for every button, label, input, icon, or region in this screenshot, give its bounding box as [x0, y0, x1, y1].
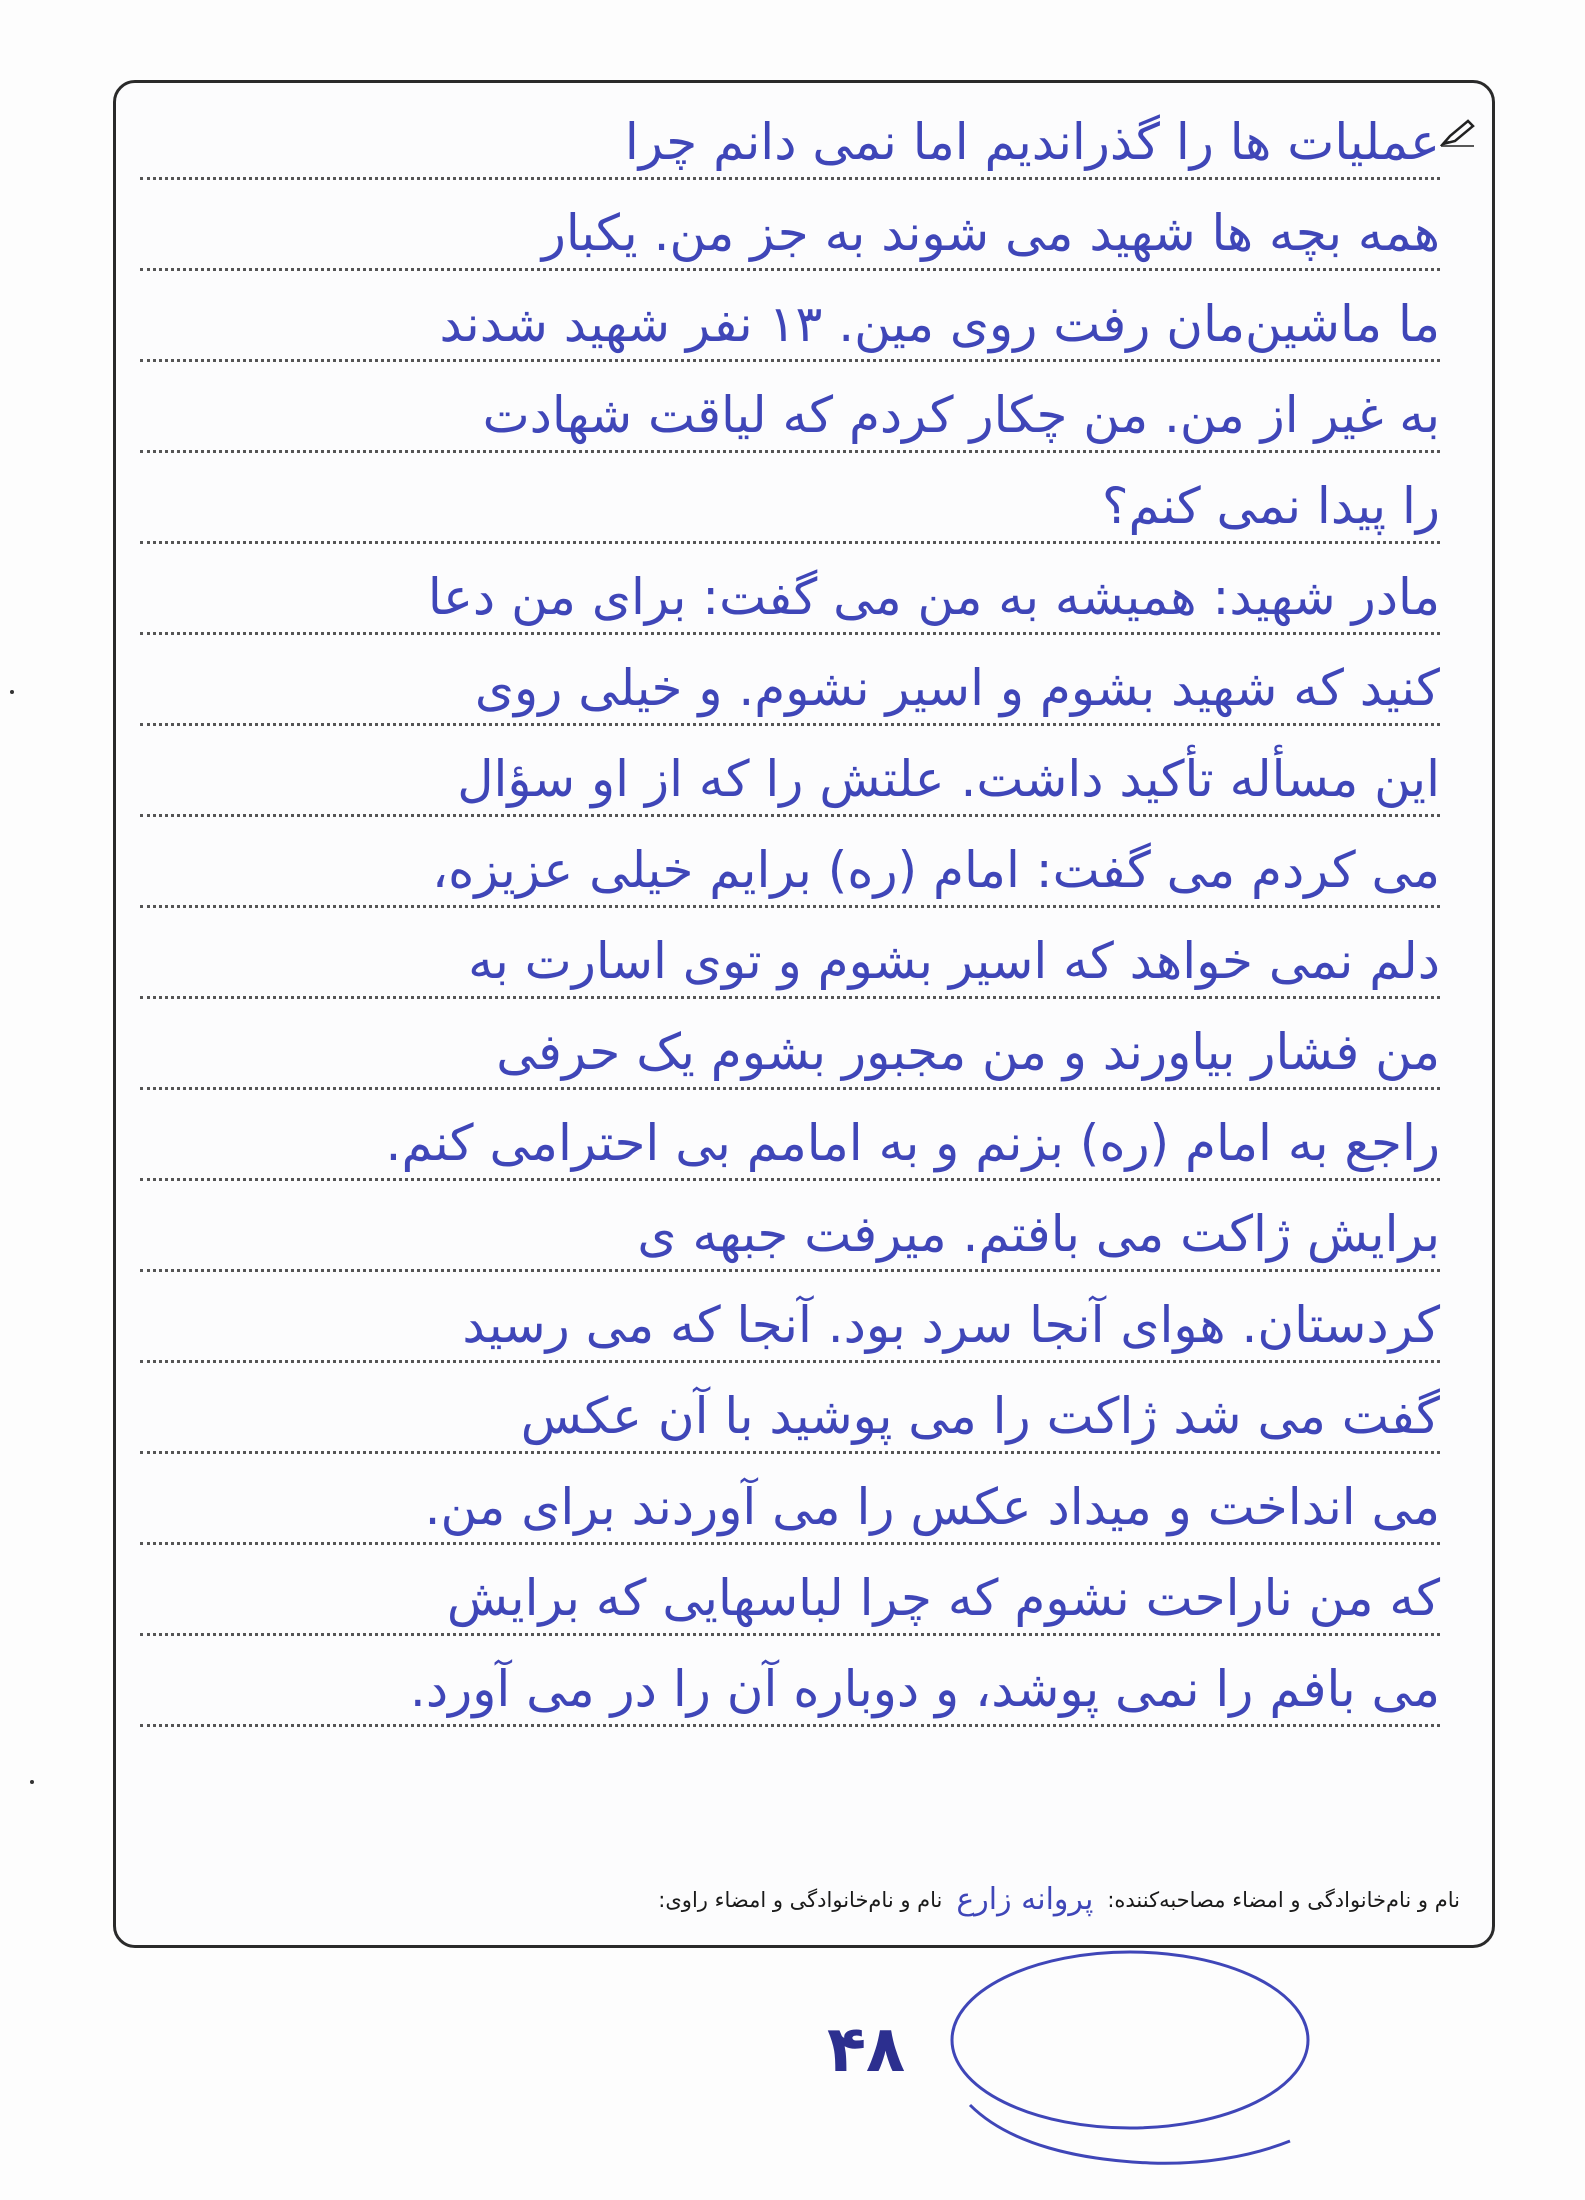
text-line: [140, 191, 1440, 279]
dotted-rule: [140, 1087, 1440, 1090]
text-line: [140, 100, 1440, 188]
handwritten-line: می انداخت و میداد عکس را می آوردند برای من.: [424, 1478, 1440, 1536]
dotted-rule: [140, 1360, 1440, 1363]
dotted-rule: [140, 359, 1440, 362]
handwritten-line: می بافم را نمی پوشد، و دوباره آن را در می آورد.: [409, 1660, 1440, 1718]
handwritten-line: من فشار بیاورند و من مجبور بشوم یک حرفی: [496, 1023, 1440, 1081]
text-line: [140, 919, 1440, 1007]
page-number: ۴۸: [826, 2013, 906, 2087]
text-line: [140, 646, 1440, 734]
handwritten-line: دلم نمی خواهد که اسیر بشوم و توی اسارت به: [468, 932, 1440, 990]
handwritten-line: می کردم می گفت: امام (ره) برایم خیلی عزیزه،: [431, 841, 1440, 899]
dotted-rule: [140, 1178, 1440, 1181]
dotted-rule: [140, 1451, 1440, 1454]
scan-speck: [10, 690, 14, 694]
dotted-rule: [140, 996, 1440, 999]
dotted-rule: [140, 632, 1440, 635]
dotted-rule: [140, 177, 1440, 180]
text-line: [140, 282, 1440, 370]
scan-speck: [30, 1780, 34, 1784]
handwritten-line: برایش ژاکت می بافتم. میرفت جبهه ی: [637, 1205, 1440, 1263]
text-line: [140, 1374, 1440, 1462]
narrator-label: نام و نام‌خانوادگی و امضاء راوی:: [658, 1888, 943, 1912]
handwritten-line: به غیر از من. من چکار کردم که لیاقت شهادت: [482, 386, 1440, 444]
signature-footer: [130, 1877, 1460, 1923]
dotted-rule: [140, 723, 1440, 726]
text-line: [140, 1647, 1440, 1735]
handwritten-line: راجع به امام (ره) بزنم و به امامم بی احترامی کنم.: [385, 1114, 1440, 1172]
handwritten-line: که من ناراحت نشوم که چرا لباسهایی که برایش: [446, 1569, 1440, 1627]
handwritten-line: گفت می شد ژاکت را می پوشید با آن عکس: [520, 1387, 1440, 1445]
handwritten-line: این مسأله تأکید داشت. علتش را که از او سؤال: [457, 750, 1440, 808]
handwritten-line: کردستان. هوای آنجا سرد بود. آنجا که می رسید: [462, 1296, 1440, 1354]
handwritten-line: کنید که شهید بشوم و اسیر نشوم. و خیلی روی: [474, 659, 1440, 717]
text-line: [140, 1465, 1440, 1553]
pencil-icon: [1440, 118, 1476, 148]
text-line: [140, 1101, 1440, 1189]
text-line: [140, 1192, 1440, 1280]
dotted-rule: [140, 814, 1440, 817]
handwritten-line: را پیدا نمی کنم؟: [1101, 477, 1440, 535]
dotted-rule: [140, 1269, 1440, 1272]
dotted-rule: [140, 541, 1440, 544]
text-line: [140, 828, 1440, 916]
text-line: [140, 555, 1440, 643]
text-line: [140, 1283, 1440, 1371]
narrator-signature: [930, 1945, 1350, 2180]
handwritten-line: همه بچه ها شهید می شوند به جز من. یکبار: [541, 204, 1440, 262]
dotted-rule: [140, 268, 1440, 271]
handwritten-line: ما ماشین‌مان رفت روی مین. ۱۳ نفر شهید شدند: [439, 295, 1440, 353]
dotted-rule: [140, 450, 1440, 453]
dotted-rule: [140, 1724, 1440, 1727]
dotted-rule: [140, 905, 1440, 908]
handwritten-line: عملیات ها را گذراندیم اما نمی دانم چرا: [624, 113, 1440, 171]
text-line: [140, 464, 1440, 552]
text-line: [140, 737, 1440, 825]
text-line: [140, 373, 1440, 461]
dotted-rule: [140, 1633, 1440, 1636]
text-line: [140, 1556, 1440, 1644]
handwritten-line: مادر شهید: همیشه به من می گفت: برای من دعا: [427, 568, 1440, 626]
interviewer-signature: پروانه زارع: [956, 1882, 1094, 1917]
dotted-rule: [140, 1542, 1440, 1545]
interviewer-label: نام و نام‌خانوادگی و امضاء مصاحبه‌کننده:: [1107, 1888, 1460, 1912]
text-line: [140, 1010, 1440, 1098]
